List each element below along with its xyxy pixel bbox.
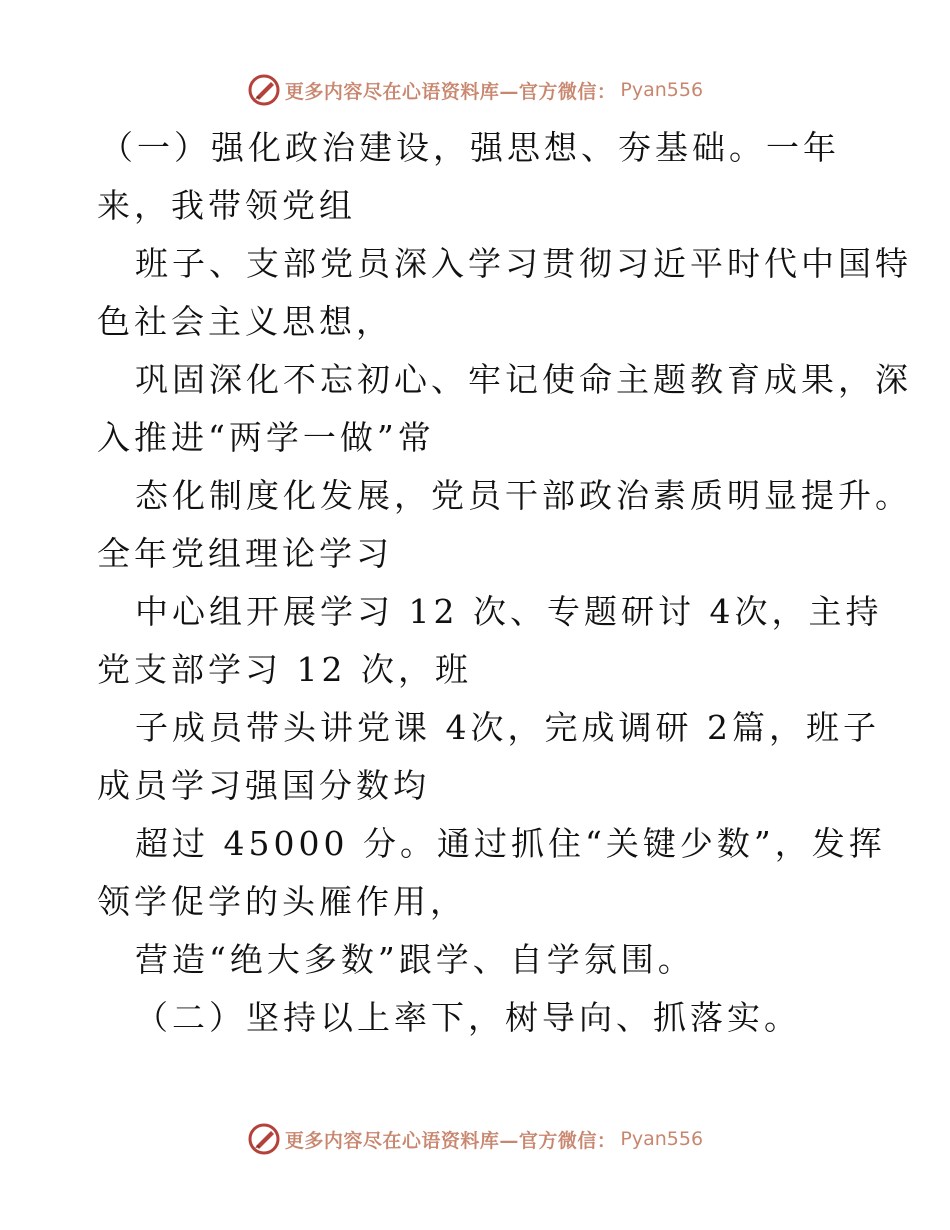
body-line: （一）强化政治建设，强思想、夯基础。一年 bbox=[100, 128, 840, 167]
body-line: 色社会主义思想， bbox=[97, 302, 393, 341]
body-line: 态化制度化发展，党员干部政治素质明显提升。 bbox=[135, 476, 912, 515]
body-line: 巩固深化不忘初心、牢记使命主题教育成果，深 bbox=[135, 360, 912, 399]
body-line: 来，我带领党组 bbox=[97, 186, 356, 225]
logo-icon bbox=[247, 73, 281, 107]
body-line: 超过 45000 分。通过抓住“关键少数”，发挥 bbox=[135, 824, 886, 863]
body-line: 子成员带头讲党课 4次，完成调研 2篇，班子 bbox=[135, 708, 880, 747]
body-line: 班子、支部党员深入学习贯彻习近平时代中国特 bbox=[135, 244, 912, 283]
watermark-wechat-id: Pyan556 bbox=[620, 79, 704, 101]
body-line: 营造“绝大多数”跟学、自学氛围。 bbox=[135, 940, 695, 979]
watermark-text: 更多内容尽在心语资料库—官方微信： bbox=[284, 1129, 617, 1152]
header-watermark bbox=[0, 70, 950, 110]
watermark-text: 更多内容尽在心语资料库—官方微信： bbox=[284, 80, 617, 103]
body-line: 入推进“两学一做”常 bbox=[97, 418, 435, 457]
body-line: 领学促学的头雁作用， bbox=[97, 882, 467, 921]
body-line: （二）坚持以上率下，树导向、抓落实。 bbox=[135, 998, 801, 1037]
watermark-wechat-id: Pyan556 bbox=[620, 1128, 704, 1150]
logo-icon bbox=[247, 1122, 281, 1156]
body-line: 成员学习强国分数均 bbox=[97, 766, 430, 805]
footer-watermark bbox=[0, 1119, 950, 1159]
body-line: 党支部学习 12 次，班 bbox=[97, 650, 472, 689]
body-line: 全年党组理论学习 bbox=[97, 534, 393, 573]
body-line: 中心组开展学习 12 次、专题研讨 4次，主持 bbox=[135, 592, 883, 631]
